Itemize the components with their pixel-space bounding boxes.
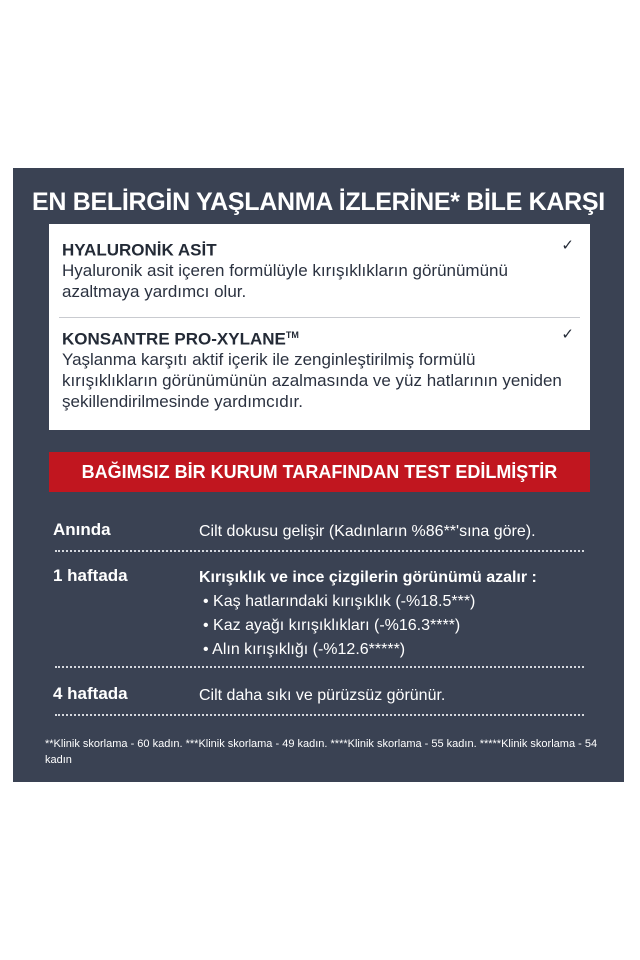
feature-description: Yaşlanma karşıtı aktif içerik ile zenginleştirilmiş formülü kırışıklıkların görünümünün azalmasında ve yüz hatlarının yeniden şekillendirilmesinde yardımcıdır.: [62, 350, 562, 411]
feature-title: [62, 234, 574, 258]
headline: EN BELİRGİN YAŞLANMA İZLERİNE* BİLE KARŞI: [32, 188, 605, 216]
result-bullet: • Kaş hatlarındaki kırışıklık (-%18.5***): [203, 593, 476, 610]
test-banner: BAĞIMSIZ BİR KURUM TARAFINDAN TEST EDİLMİŞTİR: [49, 452, 590, 492]
footnote: **Klinik skorlama - 60 kadın. ***Klinik skorlama - 49 kadın. ****Klinik skorlama - 55 kadın. *****Klinik skorlama - 54 kadın: [45, 738, 598, 766]
feature-title-text: HYALURONİK ASİT: [62, 240, 217, 260]
feature-title-text: KONSANTRE PRO-XYLANE: [62, 329, 286, 349]
result-text: Cilt daha sıkı ve pürüzsüz görünür.: [199, 687, 446, 704]
result-text: [199, 566, 537, 662]
dotted-divider: [55, 714, 584, 716]
result-text: Cilt dokusu gelişir (Kadınların %86**'sına göre).: [199, 523, 536, 540]
feature-hyaluronic-acid: [62, 234, 574, 302]
result-label: 4 haftada: [53, 684, 128, 703]
divider: [59, 317, 580, 318]
result-heading: Kırışıklık ve ince çizgilerin görünümü azalır :: [199, 569, 537, 586]
result-bullet: • Alın kırışıklığı (-%12.6*****): [203, 641, 406, 658]
product-info-panel: [13, 168, 624, 782]
check-icon: ✓: [561, 325, 574, 343]
result-label: 1 haftada: [53, 566, 128, 585]
feature-description: Hyaluronik asit içeren formülüyle kırışıklıkların görünümünü azaltmaya yardımcı olur.: [62, 261, 508, 301]
dotted-divider: [55, 550, 584, 552]
check-icon: ✓: [561, 236, 574, 254]
dotted-divider: [55, 666, 584, 668]
feature-box: [49, 224, 590, 430]
result-label: Anında: [53, 520, 111, 539]
result-bullet: • Kaz ayağı kırışıklıkları (-%16.3****): [203, 617, 461, 634]
trademark-mark: TM: [285, 330, 299, 340]
feature-title: [62, 323, 574, 347]
feature-pro-xylane: [62, 323, 574, 412]
